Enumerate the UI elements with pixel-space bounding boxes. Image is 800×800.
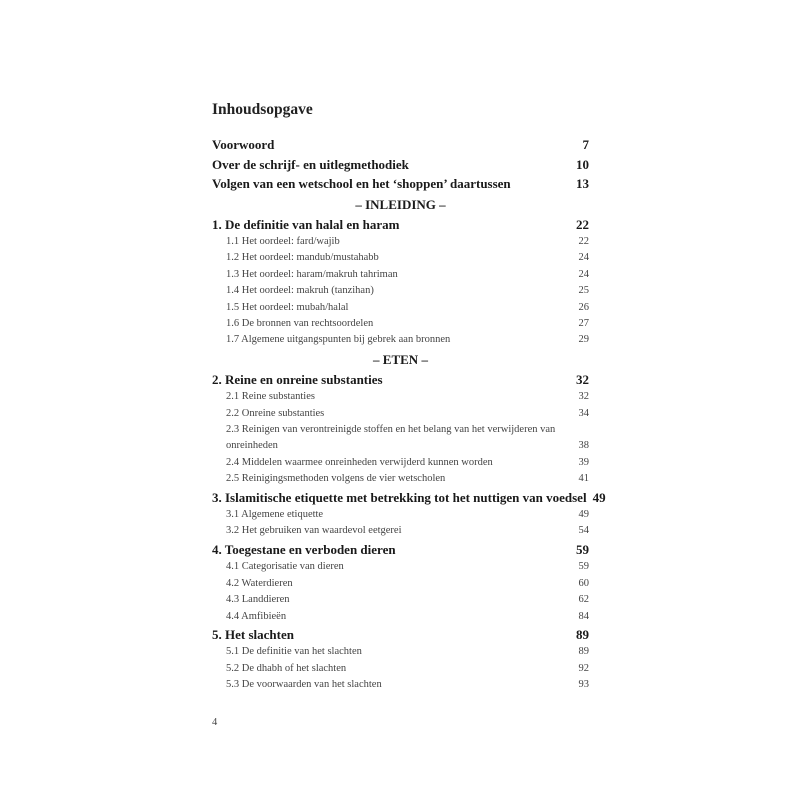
section-page: 24 — [578, 268, 589, 280]
toc-section-1-2[interactable] — [212, 250, 589, 266]
toc-chapter-3[interactable] — [212, 488, 606, 508]
section-page: 26 — [578, 301, 589, 313]
section-label: 4.3 Landdieren — [226, 594, 290, 606]
section-page: 24 — [578, 252, 589, 264]
section-label: 2.4 Middelen waarmee onreinheden verwijderd kunnen worden — [226, 456, 493, 468]
toc-section-2-5[interactable] — [212, 471, 589, 487]
toc-section-1-6[interactable] — [212, 316, 589, 332]
section-label: 3.2 Het gebruiken van waardevol eetgerei — [226, 525, 402, 537]
section-label: 1.6 De bronnen van rechtsoordelen — [226, 317, 374, 329]
section-label: 4.1 Categorisatie van dieren — [226, 561, 344, 573]
section-page: 89 — [578, 646, 589, 658]
section-label: 2.5 Reinigingsmethoden volgens de vier wetscholen — [226, 473, 446, 485]
section-label: 4.4 Amfibieën — [226, 610, 287, 622]
page-title: Inhoudsopgave — [212, 101, 313, 118]
toc-chapter-1[interactable] — [212, 215, 589, 235]
toc-entry-page: 10 — [576, 156, 589, 172]
section-label: 4.2 Waterdieren — [226, 577, 293, 589]
chapter-label: 1. De definitie van halal en haram — [212, 216, 400, 232]
section-label: 1.1 Het oordeel: fard/wajib — [226, 236, 340, 247]
section-page: 54 — [578, 525, 589, 537]
section-label: 3.1 Algemene etiquette — [226, 509, 324, 521]
toc-entry-voorwoord[interactable] — [212, 135, 589, 155]
toc-section-2-4[interactable] — [212, 455, 589, 471]
section-page: 38 — [578, 440, 589, 452]
toc-section-3-1[interactable] — [212, 507, 589, 523]
toc-chapter-2[interactable] — [212, 370, 589, 390]
chapter-page: 59 — [576, 541, 589, 557]
toc-entry-methodiek[interactable] — [212, 155, 589, 175]
section-page: 84 — [578, 610, 589, 622]
toc-section-4-2[interactable] — [212, 576, 589, 592]
toc-section-4-4[interactable] — [212, 609, 589, 625]
chapter-label: 3. Islamitische etiquette met betrekking tot het nuttigen van voedsel — [212, 489, 587, 505]
toc-entry-page: 13 — [576, 176, 589, 191]
toc-section-2-2[interactable] — [212, 406, 589, 422]
toc-entry-wetschool[interactable] — [212, 174, 589, 194]
section-label: 2.1 Reine substanties — [226, 391, 315, 403]
toc-section-4-3[interactable] — [212, 592, 589, 608]
section-page: 25 — [578, 285, 589, 297]
toc-section-1-7[interactable] — [212, 332, 589, 348]
section-page: 93 — [578, 679, 589, 691]
chapter-page: 89 — [576, 626, 589, 642]
section-page: 22 — [578, 236, 589, 247]
section-page: 41 — [578, 473, 589, 485]
toc-section-1-1[interactable] — [212, 234, 589, 250]
section-label: 2.3 Reinigen van verontreinigde stoffen en het belang van het verwijderen van — [226, 424, 556, 436]
toc-section-1-4[interactable] — [212, 283, 589, 299]
toc-chapter-4[interactable] — [212, 540, 589, 560]
toc-section-1-3[interactable] — [212, 267, 589, 283]
chapter-page: 49 — [592, 489, 606, 505]
chapter-page: 32 — [576, 371, 589, 387]
part-heading-eten: – ETEN – — [373, 351, 428, 367]
section-label: 1.2 Het oordeel: mandub/mustahabb — [226, 252, 379, 264]
section-page: 62 — [578, 594, 589, 606]
section-page: 60 — [578, 577, 589, 589]
toc-section-1-5[interactable] — [212, 300, 589, 316]
chapter-label: 5. Het slachten — [212, 626, 294, 642]
section-label: 1.5 Het oordeel: mubah/halal — [226, 301, 349, 313]
section-label: 1.7 Algemene uitgangspunten bij gebrek aan bronnen — [226, 334, 451, 346]
section-label-continuation: onreinheden — [226, 440, 278, 452]
section-label: 2.2 Onreine substanties — [226, 407, 325, 419]
toc-section-5-3[interactable] — [212, 677, 589, 693]
section-page: 34 — [578, 407, 589, 419]
toc-section-5-1[interactable] — [212, 644, 589, 660]
toc-entry-label: Over de schrijf- en uitlegmethodiek — [212, 156, 409, 172]
chapter-page: 22 — [576, 216, 589, 232]
toc-entry-label: Volgen van een wetschool en het ‘shoppen’ daartussen — [212, 176, 511, 191]
section-page: 39 — [578, 456, 589, 468]
section-page: 49 — [578, 509, 589, 521]
toc-chapter-5[interactable] — [212, 625, 589, 645]
toc-entry-label: Voorwoord — [212, 137, 275, 152]
toc-section-3-2[interactable] — [212, 523, 589, 539]
toc-section-5-2[interactable] — [212, 661, 589, 677]
section-page: 59 — [578, 561, 589, 573]
section-label-continuation-row — [226, 438, 589, 454]
section-page: 92 — [578, 662, 589, 674]
toc-entry-page: 7 — [582, 137, 589, 152]
section-page: 29 — [578, 334, 589, 346]
section-label: 5.1 De definitie van het slachten — [226, 646, 362, 658]
section-page: 27 — [578, 317, 589, 329]
toc-section-2-1[interactable] — [212, 389, 589, 405]
section-page: 32 — [578, 391, 589, 403]
section-label: 5.2 De dhabh of het slachten — [226, 662, 347, 674]
part-heading-inleiding: – INLEIDING – — [355, 196, 446, 212]
page-number: 4 — [212, 717, 218, 728]
table-of-contents — [212, 135, 606, 694]
section-label: 5.3 De voorwaarden van het slachten — [226, 679, 382, 691]
toc-section-4-1[interactable] — [212, 559, 589, 575]
section-label: 1.3 Het oordeel: haram/makruh tahriman — [226, 268, 398, 280]
chapter-label: 2. Reine en onreine substanties — [212, 371, 383, 387]
chapter-label: 4. Toegestane en verboden dieren — [212, 541, 396, 557]
section-label: 1.4 Het oordeel: makruh (tanzihan) — [226, 285, 374, 297]
toc-section-2-3[interactable] — [212, 422, 589, 455]
